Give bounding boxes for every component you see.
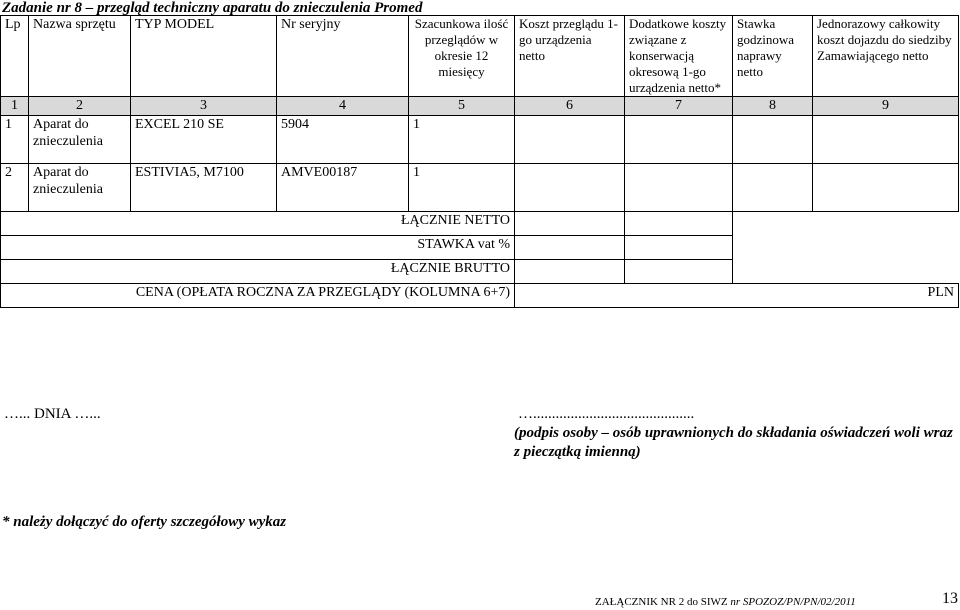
summary-brutto-label: ŁĄCZNIE BRUTTO [1,260,515,284]
row-model: EXCEL 210 SE [131,116,277,164]
column-number: 8 [733,97,813,116]
header-extra-cost: Dodatkowe koszty związane z konserwacją okresową 1-go urządzenia netto* [625,16,733,97]
row-qty: 1 [409,164,515,212]
header-cost: Koszt przeglądu 1-go urządzenia netto [515,16,625,97]
row-cost-cell [515,164,625,212]
page-footer [595,596,856,608]
footer-reference: nr SPOZOZ/PN/PN/02/2011 [730,596,856,608]
row-serial: AMVE00187 [277,164,409,212]
row-model: ESTIVIA5, M7100 [131,164,277,212]
column-number: 6 [515,97,625,116]
column-number: 9 [813,97,959,116]
column-number: 1 [1,97,29,116]
header-lp: Lp [1,16,29,97]
summary-vat-row [1,236,959,260]
row-cost-cell [515,116,625,164]
column-number: 4 [277,97,409,116]
signature-line: …........................................... [518,406,695,422]
row-travel-cell [813,164,959,212]
summary-netto-label: ŁĄCZNIE NETTO [1,212,515,236]
summary-brutto-cost [515,260,625,284]
page-number: 13 [942,590,958,607]
header-hourly-rate: Stawka godzinowa naprawy netto [733,16,813,97]
header-travel-cost: Jednorazowy całkowity koszt dojazdu do siedziby Zamawiającego netto [813,16,959,97]
header-row [1,16,959,97]
table-row [1,164,959,212]
row-lp: 1 [1,116,29,164]
header-model: TYP MODEL [131,16,277,97]
signature-caption: (podpis osoby – osób uprawnionych do składania oświadczeń woli wraz z pieczątką imienną) [514,425,953,460]
footnote: * należy dołączyć do oferty szczegółowy wykaz [2,514,287,530]
summary-netto-row [1,212,959,236]
row-travel-cell [813,116,959,164]
header-serial: Nr seryjny [277,16,409,97]
row-extra-cost-cell [625,164,733,212]
footer-prefix: ZAŁĄCZNIK NR 2 do SIWZ [595,596,731,608]
row-serial: 5904 [277,116,409,164]
summary-price-row [1,284,959,308]
row-lp: 2 [1,164,29,212]
column-number-row [1,97,959,116]
row-qty: 1 [409,116,515,164]
row-extra-cost-cell [625,116,733,164]
summary-vat-cost [515,236,625,260]
row-name: Aparat do znieczulenia [29,164,131,212]
summary-brutto-row [1,260,959,284]
row-name: Aparat do znieczulenia [29,116,131,164]
document-title: Zadanie nr 8 – przegląd techniczny aparatu do znieczulenia Promed [2,0,423,16]
summary-brutto-extra [625,260,733,284]
column-number: 3 [131,97,277,116]
summary-netto-cost [515,212,625,236]
header-qty: Szacunkowa ilość przeglądów w okresie 12 miesięcy [409,16,515,97]
summary-vat-label: STAWKA vat % [1,236,515,260]
table-row [1,116,959,164]
header-name: Nazwa sprzętu [29,16,131,97]
signature-date: …... DNIA …... [4,406,101,422]
column-number: 2 [29,97,131,116]
row-hourly-cell [733,116,813,164]
summary-price-label: CENA (OPŁATA ROCZNA ZA PRZEGLĄDY (KOLUMNA 6+7) [1,284,515,308]
summary-currency: PLN [515,284,959,308]
summary-netto-extra [625,212,733,236]
row-hourly-cell [733,164,813,212]
column-number: 5 [409,97,515,116]
column-number: 7 [625,97,733,116]
summary-vat-extra [625,236,733,260]
offer-table [0,15,959,308]
